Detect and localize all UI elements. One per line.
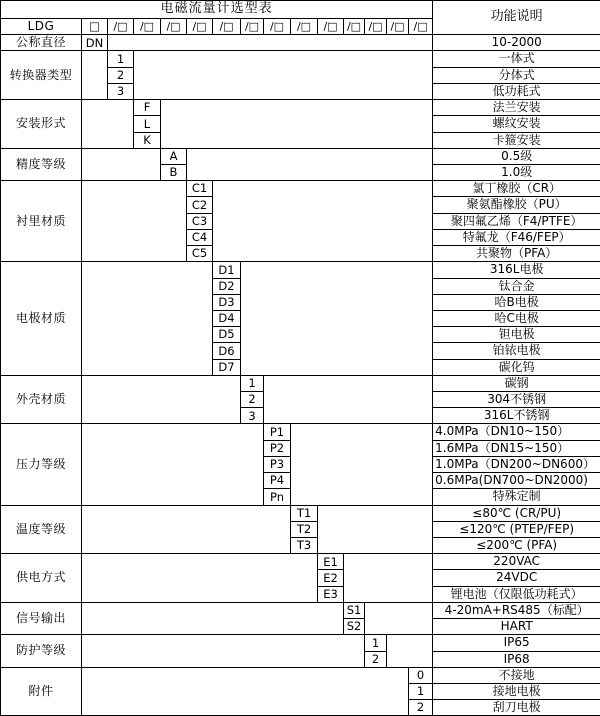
option-code: Pn (264, 489, 291, 505)
option-code: P3 (264, 456, 291, 472)
option-code: E2 (318, 570, 344, 586)
option-code: C3 (187, 213, 213, 229)
spacer-cell (365, 602, 433, 634)
category-label: 温度等级 (1, 505, 82, 554)
option-desc: 特殊定制 (433, 489, 600, 505)
option-code: D2 (213, 278, 241, 294)
category-label: 信号输出 (1, 602, 82, 634)
model-box: □ (82, 19, 108, 35)
option-desc: 不接地 (433, 667, 600, 683)
option-desc: 卡箍安装 (433, 132, 600, 148)
option-code: A (161, 148, 187, 164)
spacer-cell (82, 602, 344, 634)
model-slot: /□ (161, 19, 187, 35)
option-code: D3 (213, 294, 241, 310)
option-desc: 10-2000 (433, 35, 600, 51)
spacer-cell (82, 100, 134, 149)
model-slot: /□ (387, 19, 409, 35)
option-desc: 氯丁橡胶（CR） (433, 181, 600, 197)
option-code: 2 (365, 651, 387, 667)
option-desc: 316L电极 (433, 262, 600, 278)
model-slot: /□ (264, 19, 291, 35)
option-code: 0 (409, 667, 433, 683)
option-code: T3 (291, 538, 318, 554)
option-code: C5 (187, 246, 213, 262)
option-code: T2 (291, 521, 318, 537)
option-code: 1 (241, 375, 264, 391)
option-code: B (161, 164, 187, 180)
category-label: 外壳材质 (1, 375, 82, 424)
spacer-cell (241, 262, 433, 376)
option-desc: 共聚物（PFA） (433, 246, 600, 262)
option-code: F (134, 100, 161, 116)
category-label: 公称直径 (1, 35, 82, 51)
option-desc: 1.0级 (433, 164, 600, 180)
option-desc: 哈B电极 (433, 294, 600, 310)
option-code: 1 (108, 51, 134, 67)
option-code: P1 (264, 424, 291, 440)
model-slot: /□ (291, 19, 318, 35)
option-code: C1 (187, 181, 213, 197)
category-label: 精度等级 (1, 148, 82, 180)
spacer-cell (134, 51, 433, 100)
spacer-cell (264, 375, 433, 424)
option-desc: 法兰安装 (433, 100, 600, 116)
option-desc: 聚四氟乙烯（F4/PTFE） (433, 213, 600, 229)
option-desc: 钛合金 (433, 278, 600, 294)
option-desc: HART (433, 619, 600, 635)
function-header: 功能说明 (433, 1, 600, 35)
spacer-cell (187, 148, 433, 180)
model-slot: /□ (134, 19, 161, 35)
option-desc: 聚氨酯橡胶（PU） (433, 197, 600, 213)
option-desc: ≤80℃ (CR/PU) (433, 505, 600, 521)
option-code: 3 (241, 408, 264, 424)
option-code: C4 (187, 229, 213, 245)
option-code: 1 (409, 683, 433, 699)
option-desc: 220VAC (433, 554, 600, 570)
model-slot: /□ (318, 19, 344, 35)
spacer-cell (291, 424, 433, 505)
category-label: 衬里材质 (1, 181, 82, 262)
spacer-cell (82, 505, 291, 554)
option-code: S2 (344, 619, 365, 635)
model-prefix: LDG (1, 19, 82, 35)
option-code: C2 (187, 197, 213, 213)
option-desc: 1.6MPa（DN15~150） (433, 440, 600, 456)
category-label: 转换器类型 (1, 51, 82, 100)
option-desc: 螺纹安装 (433, 116, 600, 132)
spacer-cell (82, 375, 241, 424)
option-desc: 特氟龙（F46/FEP） (433, 229, 600, 245)
spacer-cell (213, 181, 433, 262)
option-code: D6 (213, 343, 241, 359)
option-code: D5 (213, 327, 241, 343)
option-desc: 哈C电极 (433, 310, 600, 326)
option-desc: 1.0MPa（DN200~DN600） (433, 456, 600, 472)
option-code: E1 (318, 554, 344, 570)
option-desc: 碳化钨 (433, 359, 600, 375)
spacer-cell (161, 100, 433, 149)
spacer-cell (108, 35, 433, 51)
option-desc: IP68 (433, 651, 600, 667)
option-desc: 低功耗式 (433, 83, 600, 99)
option-desc: IP65 (433, 635, 600, 651)
model-slot: /□ (213, 19, 241, 35)
option-code: 2 (241, 392, 264, 408)
model-slot: /□ (187, 19, 213, 35)
option-desc: 钽电极 (433, 327, 600, 343)
category-label: 电极材质 (1, 262, 82, 376)
spacer-cell (82, 181, 187, 262)
option-code: 3 (108, 83, 134, 99)
option-code: 2 (108, 67, 134, 83)
category-label: 附件 (1, 667, 82, 716)
option-code: P4 (264, 473, 291, 489)
option-desc: 0.5级 (433, 148, 600, 164)
category-label: 压力等级 (1, 424, 82, 505)
option-code: L (134, 116, 161, 132)
option-desc: 304不锈钢 (433, 392, 600, 408)
spacer-cell (82, 51, 108, 100)
spacer-cell (82, 424, 264, 505)
table-title: 电磁流量计选型表 (1, 1, 433, 19)
option-code: D7 (213, 359, 241, 375)
spacer-cell (344, 554, 433, 603)
category-label: 供电方式 (1, 554, 82, 603)
option-code: E3 (318, 586, 344, 602)
option-code: D4 (213, 310, 241, 326)
spacer-cell (82, 148, 161, 180)
option-desc: 4.0MPa（DN10~150） (433, 424, 600, 440)
model-slot: /□ (108, 19, 134, 35)
spacer-cell (82, 554, 318, 603)
option-desc: ≤200℃ (PFA) (433, 538, 600, 554)
option-code: 1 (365, 635, 387, 651)
model-slot: /□ (365, 19, 387, 35)
spacer-cell (387, 635, 433, 667)
category-label: 安装形式 (1, 100, 82, 149)
option-desc: 0.6MPa(DN700~DN2000) (433, 473, 600, 489)
spacer-cell (82, 262, 213, 376)
option-desc: 刮刀电极 (433, 700, 600, 716)
option-code: S1 (344, 602, 365, 618)
option-desc: 接地电极 (433, 683, 600, 699)
option-desc: 4-20mA+RS485（标配） (433, 602, 600, 618)
option-desc: 锂电池（仅限低功耗式） (433, 586, 600, 602)
option-code: 2 (409, 700, 433, 716)
category-label: 防护等级 (1, 635, 82, 667)
option-code: P2 (264, 440, 291, 456)
option-desc: 24VDC (433, 570, 600, 586)
spacer-cell (318, 505, 433, 554)
model-slot: /□ (241, 19, 264, 35)
option-desc: 铂铱电极 (433, 343, 600, 359)
option-desc: 碳钢 (433, 375, 600, 391)
model-slot: /□ (344, 19, 365, 35)
spacer-cell (82, 667, 409, 716)
option-desc: 一体式 (433, 51, 600, 67)
option-desc: 316L不锈钢 (433, 408, 600, 424)
model-slot: /□ (409, 19, 433, 35)
option-desc: 分体式 (433, 67, 600, 83)
option-code: K (134, 132, 161, 148)
option-desc: ≤120℃ (PTEP/FEP) (433, 521, 600, 537)
spacer-cell (82, 635, 365, 667)
option-code: D1 (213, 262, 241, 278)
option-code: DN (82, 35, 108, 51)
option-code: T1 (291, 505, 318, 521)
